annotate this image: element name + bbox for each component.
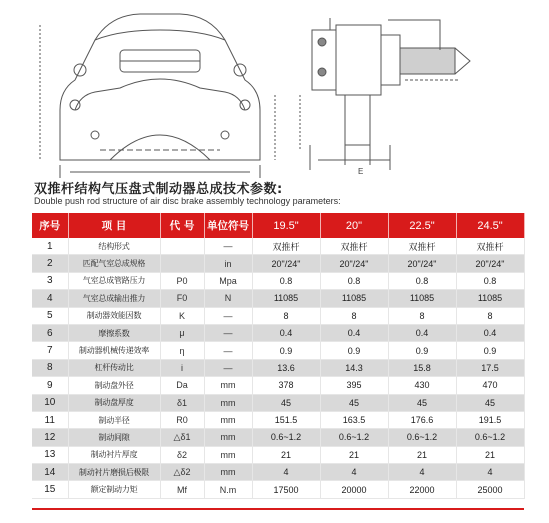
unit: mm xyxy=(204,411,252,428)
technical-drawings xyxy=(0,0,549,180)
value-20: 45 xyxy=(320,394,388,411)
row-number: 5 xyxy=(32,307,68,324)
unit: — xyxy=(204,307,252,324)
value-22-5: 15.8 xyxy=(388,359,456,376)
table-row xyxy=(32,394,524,411)
caliper-side-view xyxy=(300,18,470,170)
row-number: 12 xyxy=(32,429,68,446)
row-number: 3 xyxy=(32,272,68,289)
row-number: 15 xyxy=(32,481,68,498)
item-name: 制动半径 xyxy=(68,411,160,428)
value-24-5: 0.6~1.2 xyxy=(456,429,524,446)
value-22-5: 22000 xyxy=(388,481,456,498)
row-number: 11 xyxy=(32,411,68,428)
value-22-5: 45 xyxy=(388,394,456,411)
item-name: 制动间隙 xyxy=(68,429,160,446)
value-20: 21 xyxy=(320,446,388,463)
unit: mm xyxy=(204,429,252,446)
unit: — xyxy=(204,238,252,255)
value-22-5: 20"/24" xyxy=(388,255,456,272)
symbol xyxy=(160,255,204,272)
value-24-5: 25000 xyxy=(456,481,524,498)
table-row xyxy=(32,377,524,394)
value-20: 20"/24" xyxy=(320,255,388,272)
page-subtitle: Double push rod structure of air disc brake assembly technology parameters: xyxy=(34,196,341,206)
symbol: δ2 xyxy=(160,446,204,463)
table-row xyxy=(32,290,524,307)
header-size-24-5: 24.5" xyxy=(456,213,524,238)
unit: — xyxy=(204,359,252,376)
row-number: 13 xyxy=(32,446,68,463)
value-22-5: 双推杆 xyxy=(388,238,456,255)
value-20: 11085 xyxy=(320,290,388,307)
spec-table xyxy=(32,213,525,499)
value-19-5: 20"/24" xyxy=(252,255,320,272)
item-name: 匹配气室总成规格 xyxy=(68,255,160,272)
table-bottom-rule xyxy=(32,508,524,510)
item-name: 制动器机械传递效率 xyxy=(68,342,160,359)
value-19-5: 17500 xyxy=(252,481,320,498)
value-20: 163.5 xyxy=(320,411,388,428)
symbol: i xyxy=(160,359,204,376)
value-19-5: 45 xyxy=(252,394,320,411)
value-24-5: 21 xyxy=(456,446,524,463)
value-24-5: 11085 xyxy=(456,290,524,307)
value-19-5: 378 xyxy=(252,377,320,394)
table-row xyxy=(32,359,524,376)
item-name: 结构形式 xyxy=(68,238,160,255)
table-row xyxy=(32,307,524,324)
value-20: 395 xyxy=(320,377,388,394)
value-19-5: 8 xyxy=(252,307,320,324)
item-name: 制动盘外径 xyxy=(68,377,160,394)
unit: in xyxy=(204,255,252,272)
value-20: 双推杆 xyxy=(320,238,388,255)
item-name: 气室总成管路压力 xyxy=(68,272,160,289)
value-22-5: 430 xyxy=(388,377,456,394)
value-20: 14.3 xyxy=(320,359,388,376)
table-row xyxy=(32,238,524,255)
unit: mm xyxy=(204,394,252,411)
unit: mm xyxy=(204,464,252,481)
value-22-5: 21 xyxy=(388,446,456,463)
value-20: 0.8 xyxy=(320,272,388,289)
value-22-5: 176.6 xyxy=(388,411,456,428)
page-title: 双推杆结构气压盘式制动器总成技术参数: xyxy=(34,182,283,197)
value-24-5: 8 xyxy=(456,307,524,324)
value-22-5: 0.9 xyxy=(388,342,456,359)
row-number: 6 xyxy=(32,324,68,341)
symbol: △δ2 xyxy=(160,464,204,481)
value-20: 0.9 xyxy=(320,342,388,359)
symbol: μ xyxy=(160,324,204,341)
item-name: 制动器效能因数 xyxy=(68,307,160,324)
item-name: 杠杆传动比 xyxy=(68,359,160,376)
value-19-5: 0.8 xyxy=(252,272,320,289)
row-number: 7 xyxy=(32,342,68,359)
symbol: K xyxy=(160,307,204,324)
caliper-front-view xyxy=(40,14,275,178)
value-24-5: 191.5 xyxy=(456,411,524,428)
symbol: P0 xyxy=(160,272,204,289)
header-code: 代 号 xyxy=(160,213,204,238)
item-name: 制动衬片磨损后极限 xyxy=(68,464,160,481)
value-24-5: 470 xyxy=(456,377,524,394)
value-24-5: 0.8 xyxy=(456,272,524,289)
table-row xyxy=(32,446,524,463)
value-22-5: 0.8 xyxy=(388,272,456,289)
symbol xyxy=(160,238,204,255)
value-19-5: 11085 xyxy=(252,290,320,307)
table-row xyxy=(32,324,524,341)
value-19-5: 0.6~1.2 xyxy=(252,429,320,446)
value-19-5: 0.4 xyxy=(252,324,320,341)
row-number: 4 xyxy=(32,290,68,307)
symbol: δ1 xyxy=(160,394,204,411)
symbol: R0 xyxy=(160,411,204,428)
symbol: F0 xyxy=(160,290,204,307)
row-number: 8 xyxy=(32,359,68,376)
symbol: Mf xyxy=(160,481,204,498)
header-size-20: 20" xyxy=(320,213,388,238)
header-unit: 单位符号 xyxy=(204,213,252,238)
unit: — xyxy=(204,324,252,341)
value-24-5: 0.9 xyxy=(456,342,524,359)
symbol: η xyxy=(160,342,204,359)
value-19-5: 0.9 xyxy=(252,342,320,359)
unit: N.m xyxy=(204,481,252,498)
row-number: 1 xyxy=(32,238,68,255)
header-size-19-5: 19.5" xyxy=(252,213,320,238)
value-24-5: 17.5 xyxy=(456,359,524,376)
value-20: 0.4 xyxy=(320,324,388,341)
header-item: 项 目 xyxy=(68,213,160,238)
table-row xyxy=(32,429,524,446)
value-22-5: 4 xyxy=(388,464,456,481)
header-size-22-5: 22.5" xyxy=(388,213,456,238)
item-name: 制动盘厚度 xyxy=(68,394,160,411)
unit: N xyxy=(204,290,252,307)
value-24-5: 双推杆 xyxy=(456,238,524,255)
row-number: 10 xyxy=(32,394,68,411)
table-header-row xyxy=(32,213,524,238)
value-20: 8 xyxy=(320,307,388,324)
value-24-5: 20"/24" xyxy=(456,255,524,272)
spec-table-body xyxy=(32,238,524,498)
value-20: 0.6~1.2 xyxy=(320,429,388,446)
table-row xyxy=(32,342,524,359)
row-number: 2 xyxy=(32,255,68,272)
value-24-5: 0.4 xyxy=(456,324,524,341)
value-19-5: 151.5 xyxy=(252,411,320,428)
item-name: 摩擦系数 xyxy=(68,324,160,341)
unit: mm xyxy=(204,377,252,394)
unit: — xyxy=(204,342,252,359)
table-row xyxy=(32,464,524,481)
header-no: 序号 xyxy=(32,213,68,238)
item-name: 额定制动力矩 xyxy=(68,481,160,498)
dimension-label-e: E xyxy=(358,167,364,176)
value-22-5: 0.6~1.2 xyxy=(388,429,456,446)
table-row xyxy=(32,272,524,289)
symbol: Da xyxy=(160,377,204,394)
value-22-5: 11085 xyxy=(388,290,456,307)
row-number: 14 xyxy=(32,464,68,481)
table-row xyxy=(32,411,524,428)
value-24-5: 45 xyxy=(456,394,524,411)
row-number: 9 xyxy=(32,377,68,394)
value-19-5: 4 xyxy=(252,464,320,481)
symbol: △δ1 xyxy=(160,429,204,446)
table-row xyxy=(32,481,524,498)
value-22-5: 8 xyxy=(388,307,456,324)
value-19-5: 21 xyxy=(252,446,320,463)
value-20: 20000 xyxy=(320,481,388,498)
value-20: 4 xyxy=(320,464,388,481)
unit: mm xyxy=(204,446,252,463)
value-19-5: 双推杆 xyxy=(252,238,320,255)
value-19-5: 13.6 xyxy=(252,359,320,376)
value-24-5: 4 xyxy=(456,464,524,481)
item-name: 气室总成输出推力 xyxy=(68,290,160,307)
item-name: 制动衬片厚度 xyxy=(68,446,160,463)
table-row xyxy=(32,255,524,272)
unit: Mpa xyxy=(204,272,252,289)
value-22-5: 0.4 xyxy=(388,324,456,341)
